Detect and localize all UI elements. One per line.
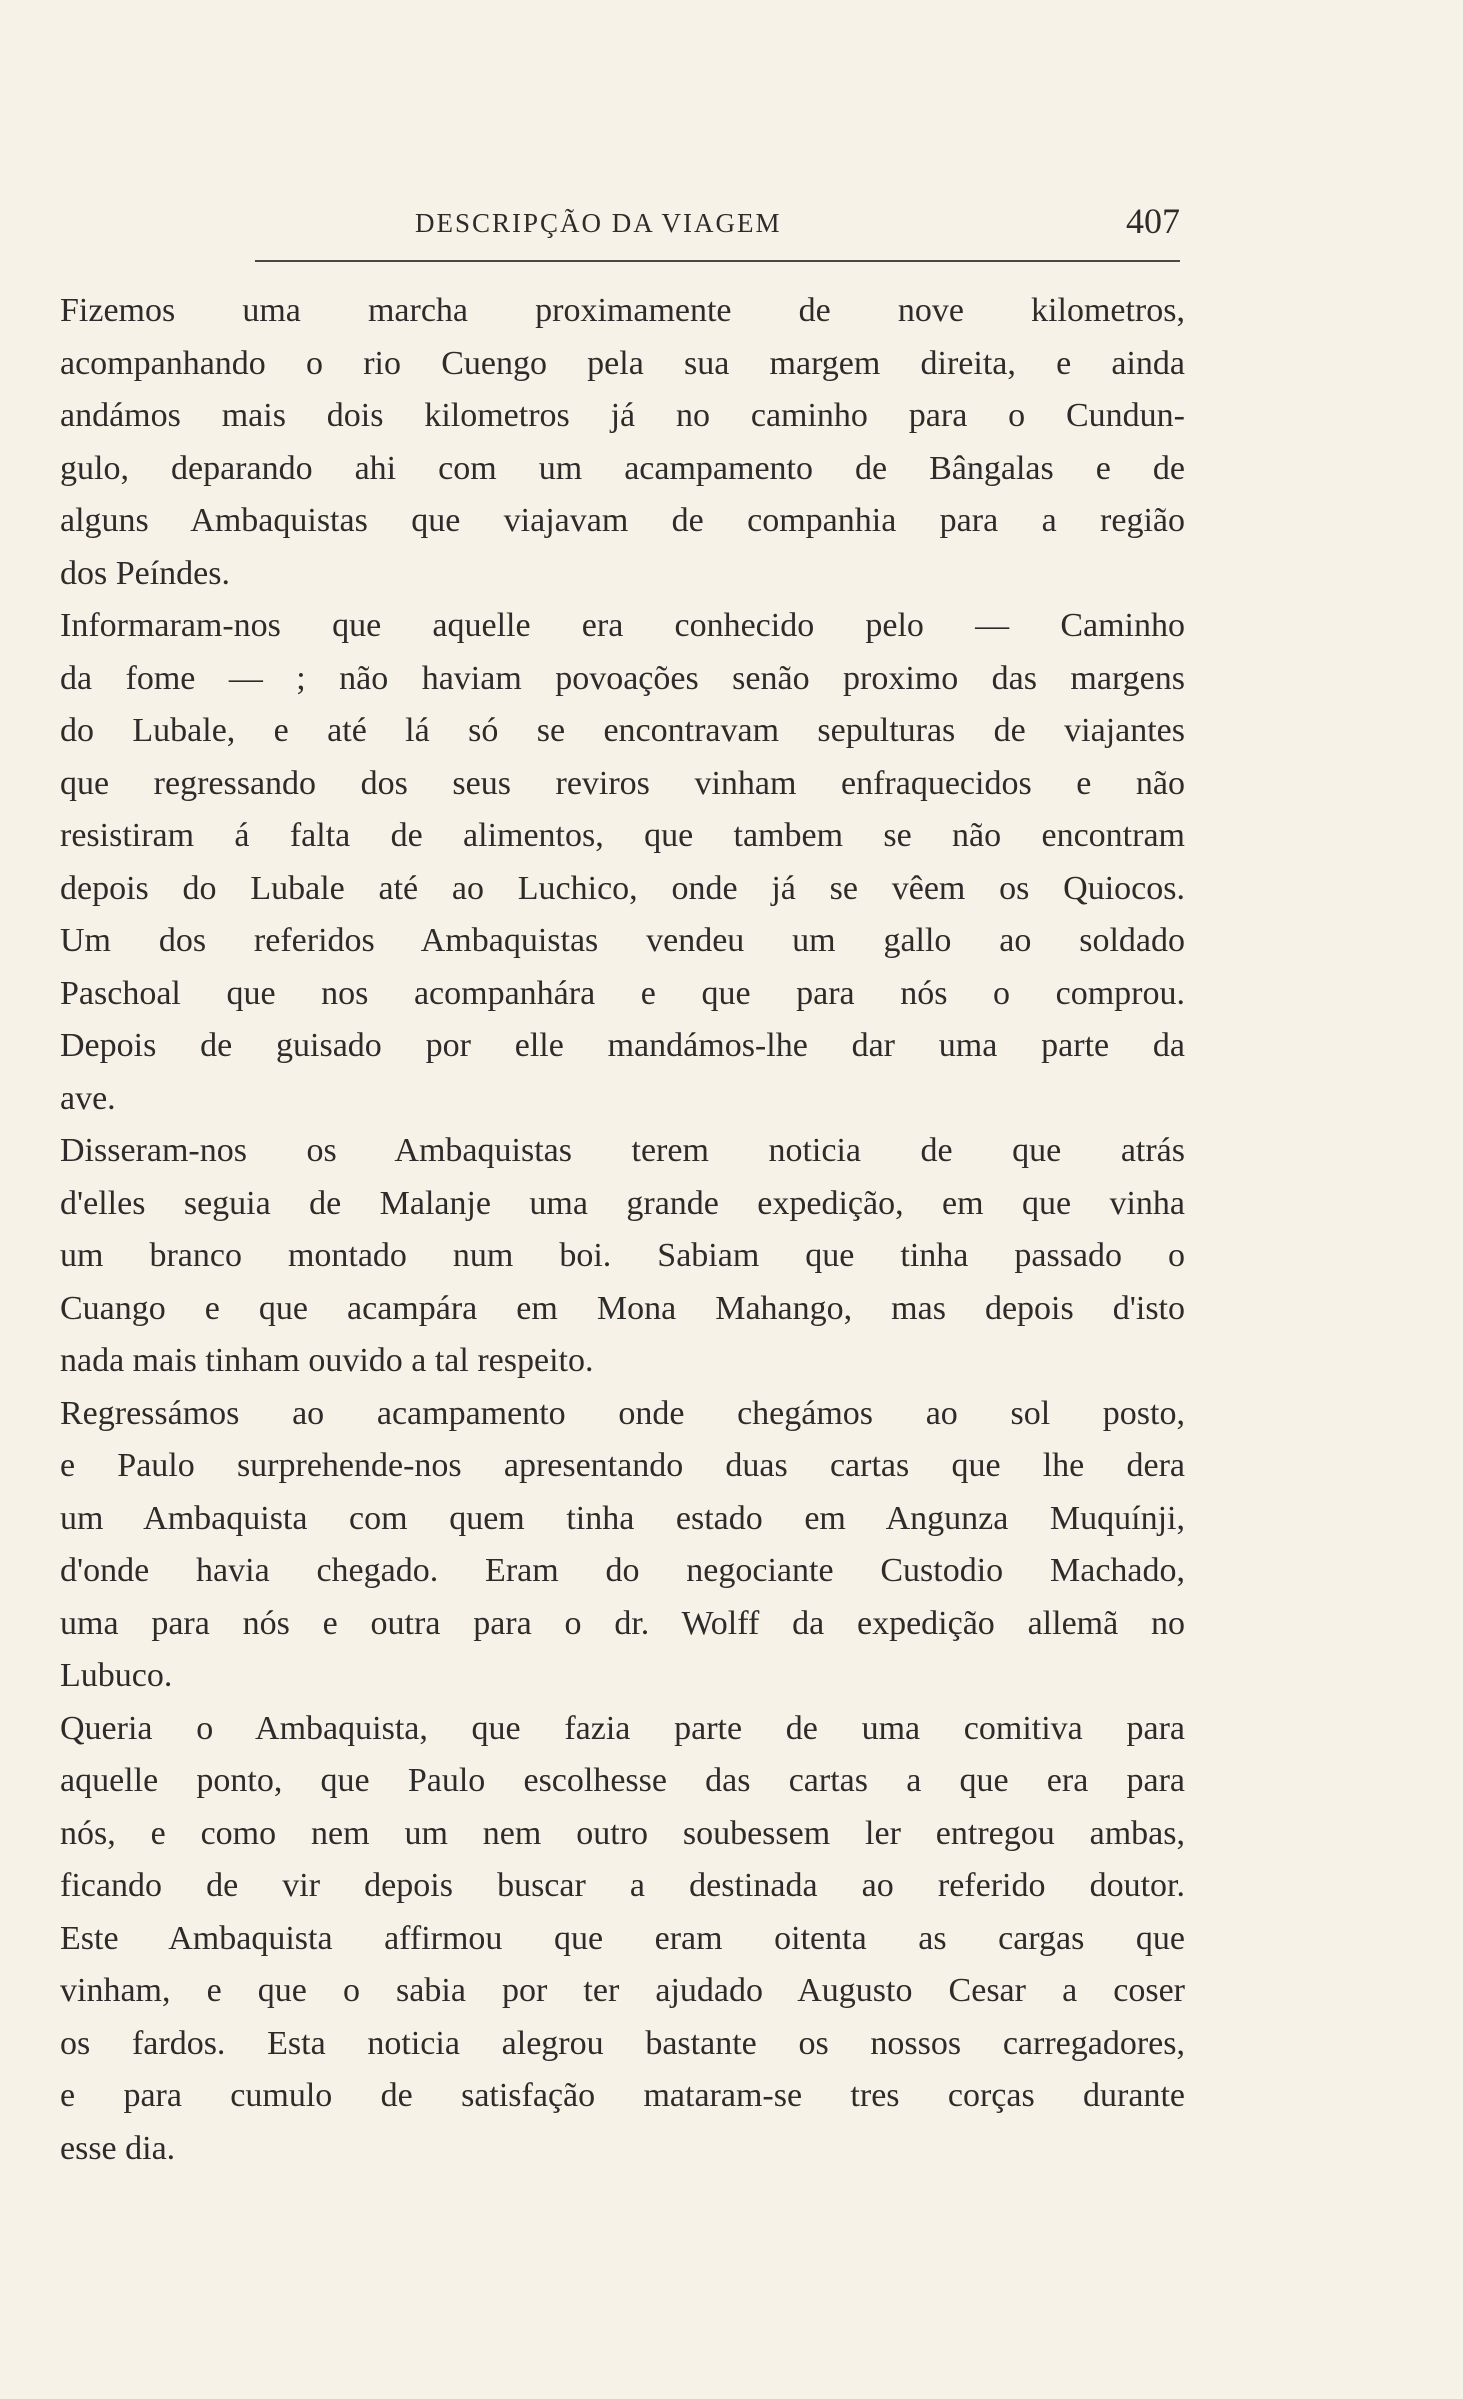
text-line: alguns Ambaquistas que viajavam de companhia para a região xyxy=(60,502,1185,539)
text-line: resistiram á falta de alimentos, que tambem se não encontram xyxy=(60,817,1185,854)
text-line: vinham, e que o sabia por ter ajudado Augusto Cesar a coser xyxy=(60,1972,1185,2009)
text-line: acompanhando o rio Cuengo pela sua margem direita, e ainda xyxy=(60,344,1185,382)
text-line: d'elles seguia de Malanje uma grande expedição, em que vinha xyxy=(60,1184,1185,1222)
text-line: um branco montado num boi. Sabiam que tinha passado o xyxy=(60,1237,1185,1274)
text-line: andámos mais dois kilometros já no caminho para o Cundun- xyxy=(60,397,1185,434)
text-line: ficando de vir depois buscar a destinada ao referido doutor. xyxy=(60,1867,1185,1904)
page-number: 407 xyxy=(1126,201,1180,241)
text-line: nós, e como nem um nem outro soubessem ler entregou ambas, xyxy=(60,1814,1185,1852)
text-line: Um dos referidos Ambaquistas vendeu um gallo ao soldado xyxy=(60,922,1185,959)
page-header xyxy=(255,200,1180,246)
text-line: e para cumulo de satisfação mataram-se tres corças durante xyxy=(60,2077,1185,2114)
text-line: gulo, deparando ahi com um acampamento de Bângalas e de xyxy=(60,449,1185,487)
text-line: nada mais tinham ouvido a tal respeito. xyxy=(60,1342,594,1379)
text-line: e Paulo surprehende-nos apresentando duas cartas que lhe dera xyxy=(60,1447,1185,1484)
text-line: da fome — ; não haviam povoações senão proximo das margens xyxy=(60,659,1185,697)
text-line: Cuango e que acampára em Mona Mahango, mas depois d'isto xyxy=(60,1289,1185,1327)
text-line: Depois de guisado por elle mandámos-lhe dar uma parte da xyxy=(60,1027,1185,1064)
header-rule xyxy=(255,260,1180,262)
text-line: aquelle ponto, que Paulo escolhesse das cartas a que era para xyxy=(60,1762,1185,1799)
text-line: ave. xyxy=(60,1079,116,1117)
body-text xyxy=(60,285,1185,2175)
text-line: dos Peíndes. xyxy=(60,554,230,592)
text-line: Queria o Ambaquista, que fazia parte de uma comitiva para xyxy=(60,1709,1185,1747)
text-line: Este Ambaquista affirmou que eram oitenta as cargas que xyxy=(60,1919,1185,1957)
text-line: Lubuco. xyxy=(60,1657,173,1694)
text-line: que regressando dos seus reviros vinham enfraquecidos e não xyxy=(60,764,1185,802)
text-line: esse dia. xyxy=(60,2129,176,2167)
text-line: d'onde havia chegado. Eram do negociante Custodio Machado, xyxy=(60,1552,1185,1589)
text-line: depois do Lubale até ao Luchico, onde já se vêem os Quiocos. xyxy=(60,869,1185,907)
text-line: Disseram-nos os Ambaquistas terem noticia de que atrás xyxy=(60,1132,1185,1169)
text-line: Informaram-nos que aquelle era conhecido pelo — Caminho xyxy=(60,607,1185,644)
text-line: do Lubale, e até lá só se encontravam sepulturas de viajantes xyxy=(60,712,1185,749)
text-line: Regressámos ao acampamento onde chegámos ao sol posto, xyxy=(60,1394,1185,1432)
text-line: Fizemos uma marcha proximamente de nove kilometros, xyxy=(60,292,1185,329)
text-line: um Ambaquista com quem tinha estado em Angunza Muquínji, xyxy=(60,1499,1185,1537)
text-line: uma para nós e outra para o dr. Wolff da expedição allemã no xyxy=(60,1604,1185,1642)
text-line: Paschoal que nos acompanhára e que para nós o comprou. xyxy=(60,974,1185,1012)
text-line: os fardos. Esta noticia alegrou bastante os nossos carregadores, xyxy=(60,2024,1185,2062)
running-title: DESCRIPÇÃO DA VIAGEM xyxy=(415,208,782,238)
